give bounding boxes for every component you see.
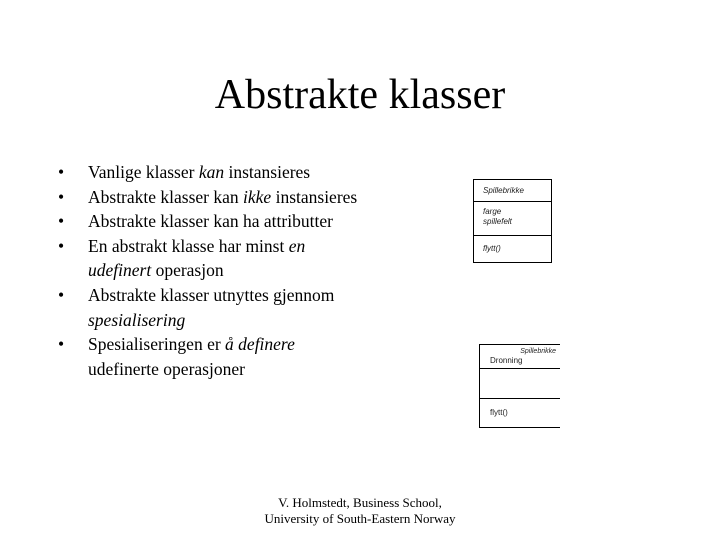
uml-operation: flytt() [490,408,508,417]
uml-attribute: farge [483,207,502,216]
emphasized-text: ikke [243,186,272,207]
uml-operations-compartment [480,399,560,425]
uml-abstract-class-box [473,179,552,263]
uml-class-name: Dronning [490,356,523,365]
bullet-text: Vanlige klasser [88,162,199,182]
bullet-text: instansieres [271,186,358,207]
bullet-text: Abstrakte klasser kan [88,186,244,207]
bullet-text: Abstrakte klasser kan ha attributter [88,211,333,232]
emphasized-text: en udefinert [88,235,306,281]
footer-line-1: V. Holmstedt, Business School, [278,495,442,510]
emphasized-text: å definere [225,334,295,355]
uml-attributes-compartment [480,369,560,399]
uml-superclass-label: Spillebrikke [520,348,556,355]
emphasized-text: spesialisering [88,309,186,330]
bullet-text: udefinerte operasjoner [88,358,245,379]
emphasized-text: kan [198,162,225,182]
uml-operations-compartment [474,236,551,260]
uml-attributes-compartment [474,202,551,236]
bullet-item [58,209,368,234]
bullet-item [58,234,368,283]
slide-footer [250,495,470,527]
bullet-text: Abstrakte klasser utnyttes gjennom [88,284,335,305]
uml-class-name-compartment [474,180,551,202]
uml-class-name: Spillebrikke [483,186,524,195]
uml-class-name-compartment [480,345,560,369]
slide-title: Abstrakte klasser [214,72,506,118]
uml-operation: flytt() [483,244,501,253]
bullet-list [58,160,368,381]
bullet-item [58,160,368,185]
bullet-text: operasjon [151,260,224,281]
footer-line-2: University of South-Eastern Norway [264,511,456,526]
bullet-text: Spesialiseringen er [88,334,226,355]
bullet-item [58,185,368,210]
uml-concrete-class-box [479,344,560,428]
bullet-text: En abstrakt klasse har minst [88,235,289,256]
uml-attribute: spillefelt [483,217,512,226]
bullet-item [58,332,368,381]
bullet-item [58,283,368,332]
bullet-text: instansieres [224,162,311,182]
